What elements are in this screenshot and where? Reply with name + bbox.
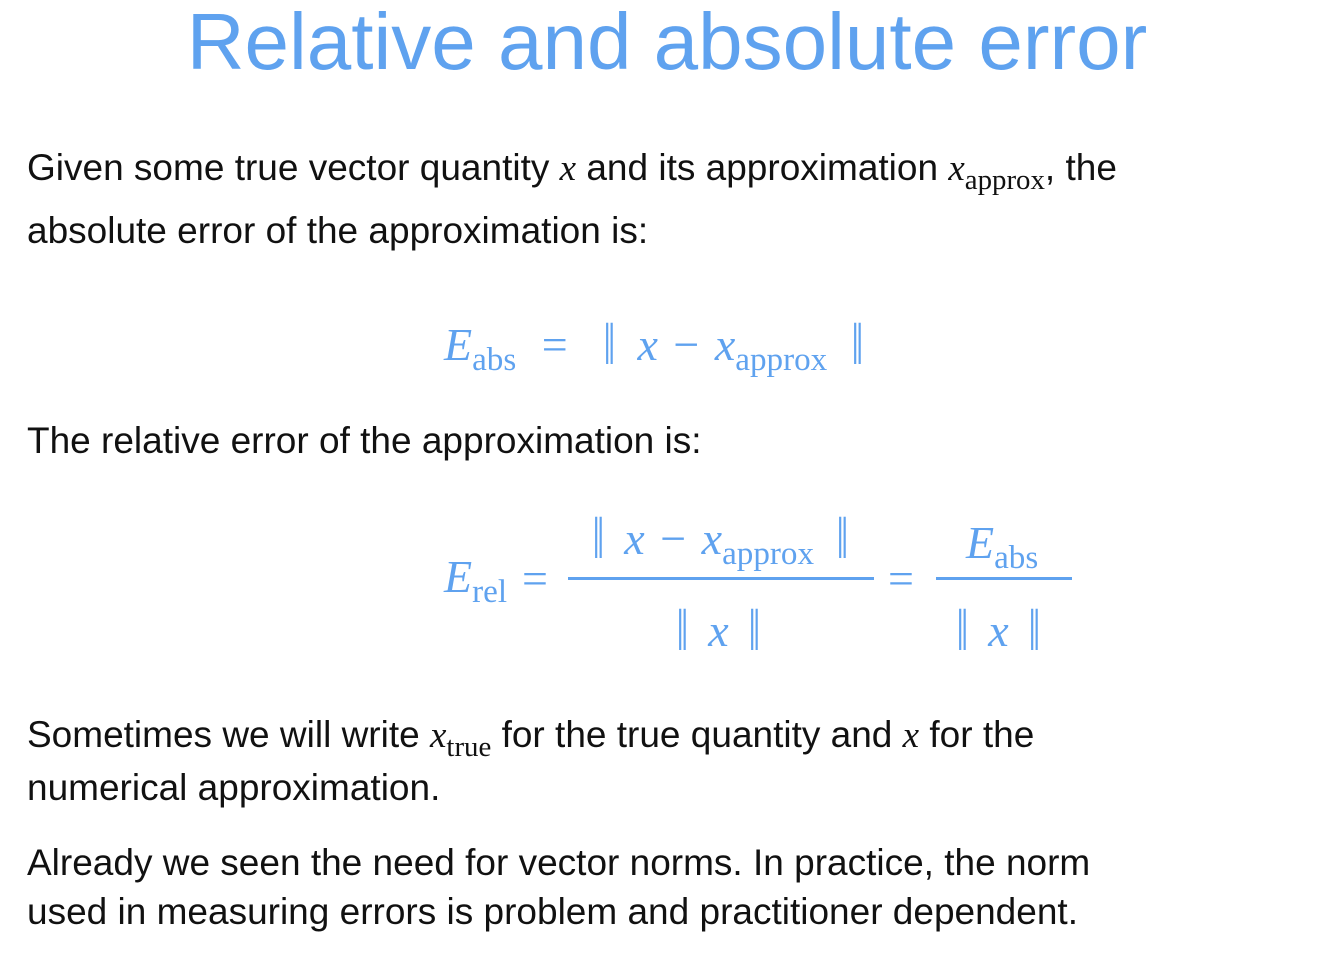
eq-rel-numerator-2 — [966, 516, 1039, 576]
eq-rel-fraction-line-2 — [936, 577, 1072, 580]
eq-rel-equals-2: = — [888, 553, 914, 604]
eq-abs-equals: = — [541, 319, 568, 370]
equation-absolute-error — [444, 306, 866, 378]
eq-abs-x-approx: x — [714, 319, 736, 370]
eq-rel-lhs-group — [444, 550, 508, 610]
eq-rel-lhs-subscript: rel — [472, 572, 508, 610]
eq-rel-lhs: E — [444, 551, 473, 602]
eq-rel-num1-x-approx-subscript: approx — [722, 534, 815, 572]
eq-rel-num1-norm-open: ‖ — [592, 504, 605, 571]
eq-rel-num1-x-approx: x — [701, 513, 723, 564]
math-x: x — [559, 148, 577, 189]
eq-rel-denominator-2 — [954, 592, 1043, 661]
eq-rel-num1-minus: − — [660, 513, 687, 564]
eq-abs-norm-close: ‖ — [850, 310, 864, 377]
eq-abs-lhs: E — [444, 319, 473, 370]
eq-abs-minus: − — [673, 319, 700, 370]
eq-rel-fraction-line-1 — [568, 577, 874, 580]
math-x-approx: x — [948, 148, 965, 189]
eq-rel-den2-norm-close: ‖ — [1028, 596, 1041, 663]
math-x-true: x — [429, 715, 447, 756]
paragraph-intro-line1: Given some true vector quantity x and its approximation $x_{approx}$, the — [27, 147, 1117, 197]
paragraph-intro — [27, 138, 1117, 261]
paragraph-notation-line1: Sometimes we will write $x_{true}$ for the true quantity and x for the — [27, 714, 1035, 764]
eq-abs-norm-open: ‖ — [603, 310, 616, 377]
paragraph-notation-line2: numerical approximation. — [27, 767, 441, 808]
eq-abs-lhs-subscript: abs — [472, 340, 517, 378]
slide-title: Relative and absolute error — [186, 0, 1148, 86]
paragraph-notation — [27, 710, 1034, 812]
eq-rel-den1-norm-open: ‖ — [676, 596, 689, 663]
eq-rel-denominator-1 — [674, 592, 763, 661]
paragraph-norms-line2: used in measuring errors is problem and practitioner dependent. — [27, 891, 1078, 932]
eq-rel-den2-norm-open: ‖ — [956, 596, 969, 663]
eq-rel-equals: = — [522, 553, 548, 604]
eq-rel-den2-x: x — [988, 605, 1009, 656]
eq-rel-den1-x: x — [708, 605, 729, 656]
paragraph-norms-line1: Already we seen the need for vector norms. In practice, the norm — [27, 842, 1091, 883]
paragraph-relative: The relative error of the approximation is: — [27, 420, 702, 461]
eq-rel-num1-norm-close: ‖ — [835, 504, 849, 571]
eq-rel-num2-subscript: abs — [994, 538, 1039, 576]
eq-rel-num1-x: x — [624, 513, 645, 564]
math-x-true-subscript: true — [446, 731, 492, 764]
eq-rel-numerator-1 — [590, 500, 850, 572]
math-x-approx-subscript: approx — [964, 164, 1045, 197]
eq-abs-x: x — [637, 319, 658, 370]
math-x: x — [902, 715, 920, 756]
eq-abs-x-approx-subscript: approx — [735, 340, 828, 378]
paragraph-norms — [27, 838, 1090, 936]
eq-rel-den1-norm-close: ‖ — [748, 596, 761, 663]
eq-rel-num2-base: E — [966, 517, 995, 568]
paragraph-intro-line2: absolute error of the approximation is: — [27, 210, 649, 251]
